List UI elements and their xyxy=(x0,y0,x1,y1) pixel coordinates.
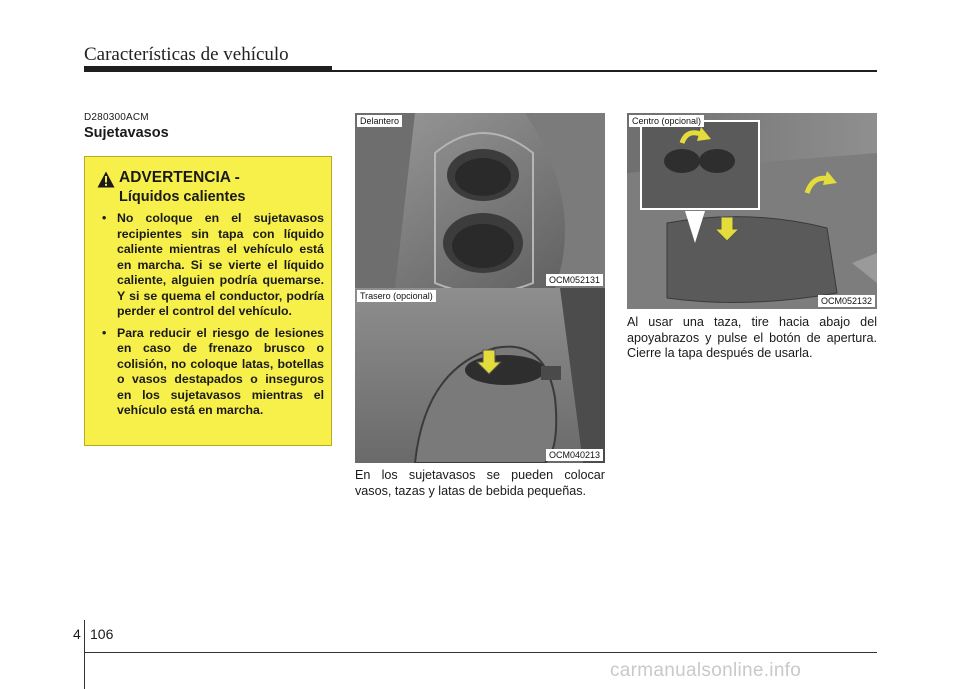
warning-item: • No coloque en el sujetavasos recipientes sin tapa con líquido caliente mientras el vehículo está en marcha. Si se vierte el líquido caliente, alguien podría quemarse. Y si se quema el conductor, podría perder el control del vehículo. xyxy=(102,211,324,318)
watermark: carmanualsonline.info xyxy=(610,660,802,681)
section-title: Sujetavasos xyxy=(84,125,169,141)
front-cupholder-text: En los sujetavasos se pueden colocar vasos, tazas y latas de bebida pequeñas. xyxy=(355,468,605,498)
photo-label: Trasero (opcional) xyxy=(357,290,436,302)
center-armrest-photo xyxy=(627,113,877,309)
page-header-title: Características de vehículo xyxy=(84,44,289,65)
chapter-number: 4 xyxy=(73,626,81,642)
warning-list xyxy=(99,211,324,425)
photo-code: OCM040213 xyxy=(546,449,603,461)
rear-cupholder-photo xyxy=(355,288,605,463)
warning-subtitle: Líquidos calientes xyxy=(119,189,246,205)
section-code: D280300ACM xyxy=(84,112,149,123)
warning-item: • Para reducir el riesgo de lesiones en caso de frenazo brusco o colisión, no coloque latas, botellas o vasos destapados o inseguros en los sujetavasos mientras el vehículo está en marcha. xyxy=(102,325,324,417)
header-rule-thin xyxy=(332,70,877,72)
front-cupholder-photo xyxy=(355,113,605,288)
footer-divider-horizontal xyxy=(84,652,877,653)
photo-code: OCM052131 xyxy=(546,274,603,286)
photo-label: Delantero xyxy=(357,115,402,127)
center-cupholder-text: Al usar una taza, tire hacia abajo del apoyabrazos y pulse el botón de apertura. Cierre la tapa después de usarla. xyxy=(627,315,877,360)
footer-divider-vertical xyxy=(84,620,85,689)
photo-code: OCM052132 xyxy=(818,295,875,307)
page-number: 106 xyxy=(90,626,114,642)
photo-label: Centro (opcional) xyxy=(629,115,704,127)
header-rule-thick xyxy=(84,66,332,72)
warning-title: ADVERTENCIA - xyxy=(119,169,240,186)
warning-box xyxy=(84,156,332,446)
warning-triangle-icon xyxy=(97,171,115,188)
